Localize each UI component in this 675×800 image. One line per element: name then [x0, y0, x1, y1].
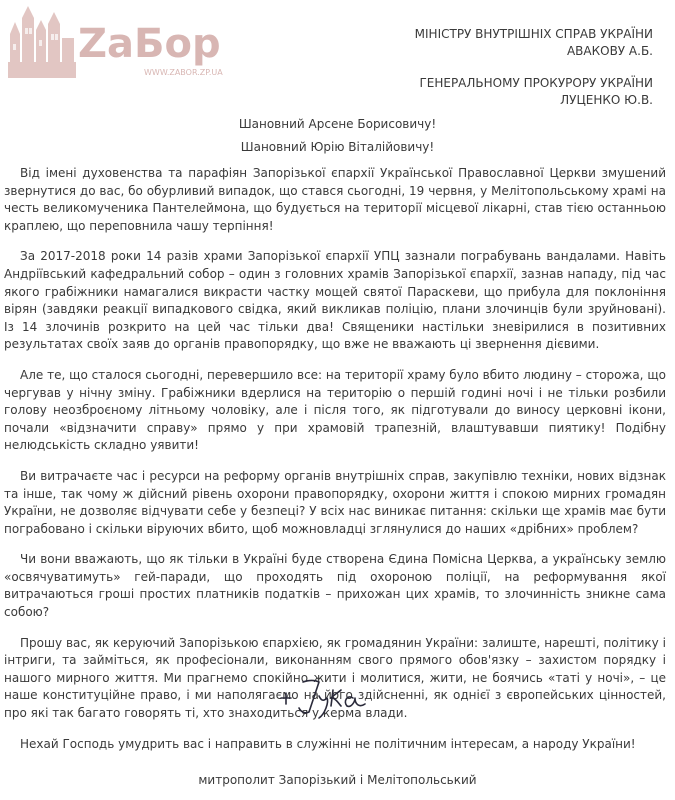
- handwritten-signature: [275, 668, 395, 728]
- signature-icon: [275, 668, 395, 728]
- signer-title: митрополит Запорізький і Мелітопольський: [198, 773, 477, 787]
- addressee-title: ГЕНЕРАЛЬНОМУ ПРОКУРОРУ УКРАЇНИ: [419, 76, 653, 90]
- addressee-prosecutor: [415, 75, 653, 109]
- salutation-prosecutor: Шановний Юрію Віталійовичу!: [240, 140, 435, 154]
- logo-wordmark: ZaБор: [78, 21, 221, 67]
- addressee-minister: [415, 26, 653, 60]
- body-paragraph: Але те, що сталося сьогодні, перевершило все: на території храму було вбито людину – сторожа, що чергував у нічну зміну. Грабіжники вдерлися на територію о першій годині ночі і не тільки розбили голову неозброєному літньому чоловіку, але і після того, як підготували до виносу церковні ікони, почали «відзначити справу» прямо у при храмовій трапезній, влаштувавши пиятику! Подібну нелюдськість складно уявити!: [4, 367, 666, 453]
- body-paragraph: Чи вони вважають, що як тільки в Україні буде створена Єдина Помісна Церква, а українську землю «освячуватимуть» гей-паради, що проходять під охороною поліції, на реформування якої витрачаються гроші простих платників податків – прихожан цих храмів, то злочинність зникне сама собою?: [4, 552, 666, 620]
- addressee-title: МІНІСТРУ ВНУТРІШНІХ СПРАВ УКРАЇНИ: [414, 27, 653, 41]
- body-paragraph: Ви витрачаєте час і ресурси на реформу органів внутрішніх справ, закупівлю техніки, нових відзнак та інше, так чому ж дійсний рівень охорони правопорядку, охорони життя і спокою мирних громадян України, не дозволяє відчувати себе у безпеці? У всіх нас виникає питання: скільки ще храмів має бути пограбовано і скільки віруючих вбито, щоб можновладці зглянулися до наших «дрібних» проблем?: [4, 468, 666, 536]
- logo-url: WWW.ZABOR.ZP.UA: [144, 68, 223, 77]
- salutation-minister: Шановний Арсене Борисовичу!: [238, 117, 437, 131]
- closing-line: Нехай Господь умудрить вас і направить в служінні не політичним інтересам, а народу України!: [20, 736, 636, 751]
- addressee-name: ЛУЦЕНКО Ю.В.: [560, 93, 653, 107]
- addressee-block: [415, 26, 653, 124]
- body-paragraph: Від імені духовенства та парафіян Запорізької єпархії Української Православної Церкви змушений звернутися до вас, бо обурливий випадок, що стався сьогодні, 19 червня, у Мелітопольському храмі на честь великомученика Пантелеймона, що будується на території місцевої лікарні, став тією останньою краплею, що переповнила чашу терпіння!: [4, 166, 666, 233]
- body-paragraph: За 2017-2018 роки 14 разів храми Запорізької єпархії УПЦ зазнали пограбувань вандалами. Навіть Андріївський кафедральний собор – один з головних храмів Запорізької єпархії, зазнав нападу, під час якого грабіжники намагалися викрасти частку мощей святої Параскеви, що прибула для поклоніння вірян (завдяки реакції випадкового свідка, який викликав поліцію, плани злочинців були зруйновані). Із 14 злочинів розкрито на цей час тільки два! Священики настільки зневірилися в позитивних результатах своїх заяв до органів правопорядку, що вже не вважають ці звернення дієвими.: [4, 249, 666, 352]
- site-logo[interactable]: [6, 4, 236, 82]
- addressee-name: АВАКОВУ А.Б.: [566, 44, 653, 58]
- body-paragraph: Прошу вас, як керуючий Запорізькою єпархією, як громадянин України: залиште, нарешті, політику і інтриги, та займіться, як професіонали, виконанням свого прямого обов'язку – захистом порядку і нашого мирного життя. Ми прагнемо спокійно жити і молитися, жити, не боячись «таті у ночі», – це наше конституційне право, і ми наполягаємо на його здійсненні, як однієї з європейських цінностей, про які так багато говорять ті, хто знаходиться у керма влади.: [4, 635, 666, 721]
